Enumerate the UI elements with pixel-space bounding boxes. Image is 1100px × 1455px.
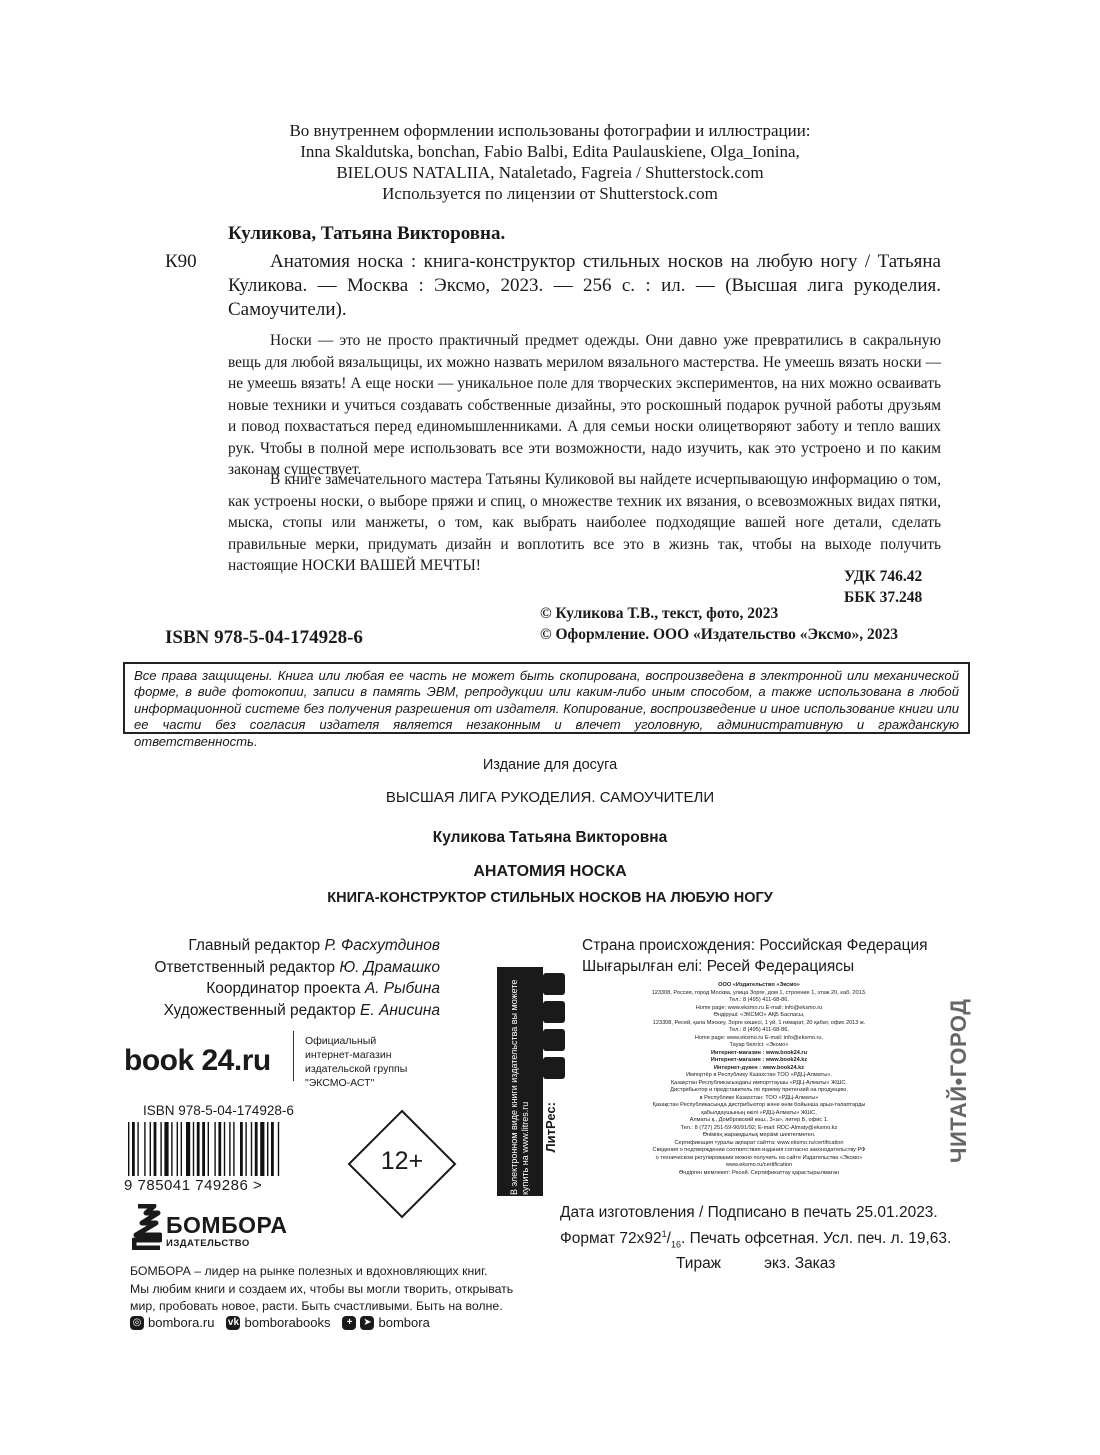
author-code: К90 [165,251,197,272]
classification-codes [844,566,940,608]
country-of-origin [582,935,928,977]
fine-print-line: Интернет-магазин : www.book24.kz [710,1057,808,1063]
social-link-telegram[interactable] [342,1315,429,1330]
android-icon [543,1029,565,1051]
social-links [130,1315,430,1330]
barcode-bar [251,1122,252,1176]
illustration-credits [150,120,950,204]
book24-info-line: "ЭКСМО-АСТ" [305,1077,375,1089]
bombora-subtitle: ИЗДАТЕЛЬСТВО [166,1238,250,1249]
credits-line: Inna Skaldutska, bonchan, Fabio Balbi, Edita Paulauskiene, Olga_Ionina, [300,142,800,161]
fine-print-line: Интернет-магазин : www.book24.ru [710,1049,808,1056]
ebook-notice: В электронном виде книги издательства вы можете купить на www.litres.ru [509,979,530,1195]
bibliographic-description: Анатомия носка : книга-конструктор стильных носков на любую ногу / Татьяна Куликова. — Москва : Эксмо, 2023. — 256 с. : ил. — (Высшая лига рукоделия. Самоучители). [228,251,941,320]
about-line: мир, пробовать новое, расти. Быть счастливыми. Быть на волне. [130,1299,503,1313]
barcode-bar [267,1122,268,1176]
editor-line [154,935,440,957]
series-name: ВЫСШАЯ ЛИГА РУКОДЕЛИЯ. САМОУЧИТЕЛИ [385,789,715,806]
annotation-paragraph: В книге замечательного мастера Татьяны Куликовой вы найдете исчерпывающую информацию о том, как устроены носки, о выборе пряжи и спиц, о множестве техник их вязания, о всевозможных видах пятки, мыска, стопы или манжеты, о том, как выбрать наиболее подходящие вашей ноге детали, сделать правильные мерки, придумать дизайн и воплотить все это в жизнь так, чтобы на выходе получить настоящие НОСКИ ВАШЕЙ МЕЧТЫ! [228,471,941,574]
fine-print-line: Home page: www.eksmo.ru E-mail: info@eksmo.ru [695,1004,823,1011]
barcode-bar [233,1122,234,1176]
barcode-bar [229,1122,230,1176]
annotation-paragraph: Носки — это не просто практичный предмет одежды. Они давно уже превратились в сакральную вещь для любой вязальщицы, их можно назвать мерилом вязального мастерства. Не умеешь вязать носки — не умеешь вязать! А еще носки — уникальное поле для творческих экспериментов, на них можно осваивать новые техники и учиться создавать собственные дизайны, это роскошный подарок ручной работы друзьям и повод похвастаться перед единомышленниками. А для семьи носки олицетворяют заботу и тепло ваших рук. Чтобы в полной мере использовать все эти возможности, надо изучить, как это устроено и по каким законам существует. [228,332,941,478]
social-label: bomborabooks [244,1315,331,1330]
credits-line: BIELOUS NATALIIA, Nataletado, Fagreia / Shutterstock.com [336,163,764,182]
editor-line [154,1000,440,1022]
fine-print-line: Қазақстан Республикасында дистрибьютор және өнім бойынша арыз-талаптарды [652,1102,866,1108]
print-run: Тираж экз. Заказ [676,1255,836,1273]
copyright-text: © Куликова Т.В., текст, фото, 2023 [540,605,779,622]
globe-icon: ◎ [130,1316,144,1330]
fine-print-line: Дистрибьютор и представитель по приему претензий на продукцию, [670,1087,848,1093]
barcode-isbn: ISBN 978-5-04-174928-6 [143,1103,294,1118]
barcode-bar [137,1122,138,1176]
barcode-bar [164,1122,168,1176]
platform-icons [542,967,566,1196]
credits-line: Во внутреннем оформлении использованы фотографии и иллюстрации: [289,121,811,140]
age-rating: 12+ [380,1147,424,1175]
author-name: Куликова Татьяна Викторовна [432,829,668,846]
format-sup: 1 [661,1228,667,1239]
apple-icon [543,1057,565,1079]
barcode-bar [245,1122,246,1176]
fine-print-line: Сертификация туралы ақпарат сайтта: www.eksmo.ru/certification [674,1139,844,1146]
barcode-bar [193,1122,194,1176]
credits-line: Используется по лицензии от Shutterstock.com [382,184,718,203]
barcode-digits: 9 785041 749286 > [124,1177,263,1194]
fine-print-line: Өнімнің жарамдылық мерзімі шектелмеген. [702,1132,816,1138]
editor-name: Е. Анисина [360,1001,440,1019]
print-date: Дата изготовления / Подписано в печать 25.01.2023. [560,1204,938,1221]
catalog-author: Куликова, Татьяна Викторовна. [228,223,506,244]
copyright-block [540,603,898,645]
editor-line [154,957,440,979]
editor-role: Ответственный редактор [154,958,336,976]
origin-line: Страна происхождения: Российская Федерация [582,937,928,954]
fine-print-line: қабылдаушының өкілі «РДЦ-Алматы» ЖШС, [701,1109,817,1116]
editor-role: Главный редактор [188,937,321,954]
fine-print-line: Тел.: 8 (727) 251-59-90/91/92; E-mail: RDC-Almaty@eksmo.kz [680,1124,838,1131]
editor-role: Художественный редактор [163,1001,356,1019]
book24-info-line: издательской группы [305,1063,408,1075]
editor-line [154,978,440,1000]
udk-code: УДК 746.42 [844,568,923,585]
format-text: Формат 72х92 [560,1229,662,1247]
fine-print-line: Қазақстан Республикасындағы импорттаушы «РДЦ-Алматы» ЖШС. [671,1079,847,1086]
editor-name: Ю. Драмашко [339,958,440,976]
barcode-bar [132,1122,135,1176]
fine-print-line: Home page: www.eksmo.ru E-mail: info@eksmo.ru. [694,1034,824,1041]
fine-print-line: в Республике Казахстан: ТОО «РДЦ-Алматы» [699,1094,819,1101]
bbk-code: ББК 37.248 [844,589,923,606]
book24-divider [293,1031,294,1081]
rights-notice: Все права защищены. Книга или любая ее часть не может быть скопирована, воспроизведена в электронной или механической форме, в виде фотокопии, записи в память ЭВМ, репродукции или каким-либо иным способом, а также использована в любой информационной системе без получения разрешения от издателя. Копирование, воспроизведение и иное использование книги или ее части без согласия издателя является незаконным и влечет уголовную, административную и гражданскую ответственность. [123,662,970,734]
social-link-vk[interactable] [226,1315,330,1330]
origin-line: Шығарылған елі: Ресей Федерациясы [582,958,855,975]
fine-print-line: Тауар белгісі: «Эксмо» [729,1042,789,1048]
fine-print-line: Тел.: 8 (495) 411-68-86. [729,997,789,1003]
bombora-logo-icon [132,1204,162,1250]
barcode-bar [160,1122,161,1176]
book24-info-line: Официальный [305,1035,377,1047]
barcode-bar [177,1122,178,1176]
fine-print-line: Интернет-дүкен : www.book24.kz [713,1064,805,1071]
fine-print-line: о техническом регулировании можно получить на сайте Издательства «Эксмо» [655,1154,863,1161]
barcode-bar [214,1122,215,1176]
editor-role: Координатор проекта [206,980,361,998]
book24-info [305,1034,407,1090]
fine-print-line: Өндіруші: «ЭКСМО» АҚБ Баспасы, [713,1012,805,1018]
barcode-bar [255,1122,258,1176]
telegram-icon: ➤ [360,1316,374,1330]
chitai-gorod-logo: ЧИТАЙ•ГОРОД [946,998,971,1164]
fine-print-line: Импортёр в Республику Казахстан ТОО «РДЦ-Алматы». [686,1072,832,1078]
barcode-bar [181,1122,182,1176]
barcode-bar [186,1122,190,1176]
edition-type: Издание для досуга [482,757,618,773]
book24-logo: book 24.ru [124,1044,271,1077]
fine-print-line: Алматы қ., Домбровский көш., 3«а», литер Б, офис 1. [689,1117,829,1123]
barcode-bar [154,1122,157,1176]
book24-info-line: интернет-магазин [305,1049,392,1061]
editor-name: А. Рыбина [364,980,440,998]
social-link-site[interactable] [130,1315,214,1330]
barcode-bar [240,1122,243,1176]
fine-print-line: 123308, Ресей, қала Мәскеу, Зорге көшесі, 1 үй, 1 ғимарат, 20 қабат, офис 2013 ж. [652,1019,866,1026]
barcode-bar [208,1122,209,1176]
bombora-about [130,1263,513,1316]
apps-icon [543,1001,565,1023]
social-label: bombora [378,1315,430,1330]
litres-logo: ЛитРес: [543,1102,558,1153]
fine-print-line: ООО «Издательство «Эксмо» [718,982,800,988]
fine-print-line: 123308, Россия, город Москва, улица Зорге, дом 1, строение 1, этаж 20, каб. 2013. [651,989,867,996]
vk-icon: vk [227,1316,240,1328]
barcode-bar [144,1122,145,1176]
barcode-bar [150,1122,151,1176]
book-subtitle: КНИГА-КОНСТРУКТОР СТИЛЬНЫХ НОСКОВ НА ЛЮБУЮ НОГУ [327,890,773,906]
barcode-bar [260,1122,264,1176]
barcode-bar [218,1122,221,1176]
book-title: АНАТОМИЯ НОСКА [473,863,627,880]
social-label: bombora.ru [148,1315,215,1330]
editor-name: Р. Фасхутдинов [324,937,440,954]
plus-icon: + [342,1316,356,1330]
fine-print-line: Тел.: 8 (495) 411-68-86. [729,1027,789,1033]
format-post: . Печать офсетная. Усл. печ. л. 19,63. [680,1229,952,1247]
editors-list [154,935,440,1021]
barcode-bar [224,1122,225,1176]
about-line: БОМБОРА – лидер на рынке полезных и вдохновляющих книг. [130,1264,488,1278]
publisher-fine-print [606,982,912,1177]
barcode-bar [171,1122,172,1176]
fine-print-line: Өндірген мемлекет: Ресей. Сертификаттау қарастырылмаған [678,1169,840,1176]
copyright-design: © Оформление. ООО «Издательство «Эксмо», 2023 [540,626,899,643]
fine-print-line: www.eksmo.ru/certification [725,1162,793,1168]
fine-print-line: Сведения о подтверждении соответствия издания согласно законодательству РФ [652,1147,866,1153]
format-sub: 16 [670,1238,681,1249]
barcode-bar [128,1122,129,1176]
windows-icon [543,973,565,995]
barcode-bar [202,1122,205,1176]
barcode-bar [271,1122,274,1176]
barcode-image [120,1122,310,1182]
isbn-main: ISBN 978-5-04-174928-6 [165,627,363,648]
about-line: Мы любим книги и создаем их, чтобы вы могли творить, открывать [130,1281,514,1296]
barcode-bar [197,1122,200,1176]
print-info [560,1203,951,1275]
bombora-name: БОМБОРА [166,1212,288,1238]
barcode-bar [278,1122,279,1176]
print-format: Формат $72х92^1/_{16}$. Печать офсетная. Усл. печ. л. 19,63. [560,1228,952,1249]
